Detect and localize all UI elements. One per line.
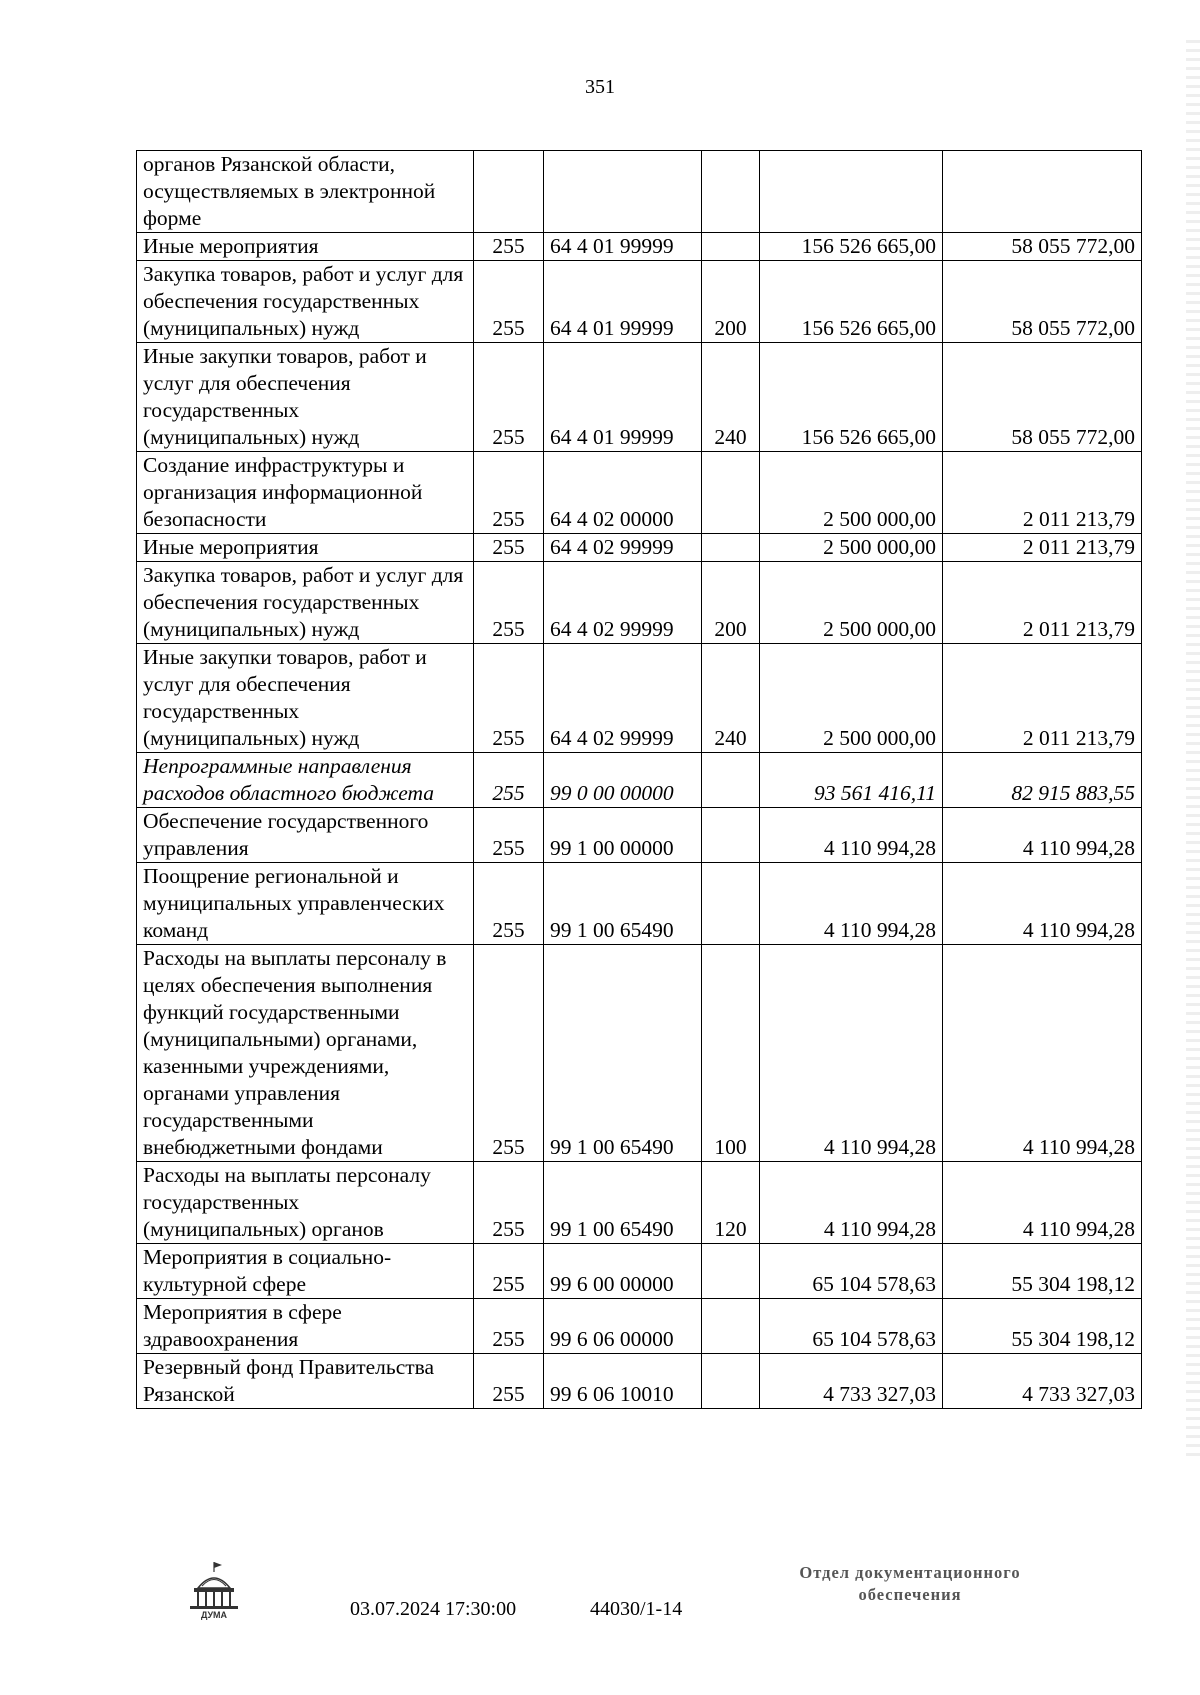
row-name-cell: Закупка товаров, работ и услуг для обеспечения государственных (муниципальных) нужд <box>137 562 474 644</box>
row-article-cell: 64 4 01 99999 <box>544 261 702 343</box>
row-article-cell: 99 1 00 00000 <box>544 808 702 863</box>
row-type-cell <box>702 808 760 863</box>
row-code-cell: 255 <box>474 808 544 863</box>
row-code-cell: 255 <box>474 863 544 945</box>
row-type-cell <box>702 151 760 233</box>
row-type-cell: 200 <box>702 562 760 644</box>
row-sum-fact-cell: 2 011 213,79 <box>943 534 1142 562</box>
row-name-cell: Резервный фонд Правительства Рязанской <box>137 1354 474 1409</box>
row-name-cell: Иные закупки товаров, работ и услуг для обеспечения государственных (муниципальных) нужд <box>137 343 474 452</box>
row-code-cell: 255 <box>474 452 544 534</box>
table-row <box>137 945 1142 1162</box>
row-sum-fact-cell: 55 304 198,12 <box>943 1244 1142 1299</box>
stamp-line-1: Отдел документационного <box>799 1563 1021 1582</box>
row-code-cell: 255 <box>474 261 544 343</box>
table-row <box>137 1354 1142 1409</box>
page-number: 351 <box>585 76 615 98</box>
row-sum-plan-cell: 65 104 578,63 <box>760 1244 943 1299</box>
row-name-cell: Создание инфраструктуры и организация информационной безопасности <box>137 452 474 534</box>
table-row <box>137 534 1142 562</box>
row-sum-fact-cell: 82 915 883,55 <box>943 753 1142 808</box>
row-name-cell: Мероприятия в сфере здравоохранения <box>137 1299 474 1354</box>
table-row <box>137 808 1142 863</box>
scan-edge-artifact <box>1186 40 1200 1460</box>
row-sum-plan-cell: 156 526 665,00 <box>760 343 943 452</box>
budget-table <box>136 150 1142 1409</box>
row-article-cell: 99 6 06 10010 <box>544 1354 702 1409</box>
row-article-cell: 64 4 02 99999 <box>544 534 702 562</box>
row-sum-plan-cell: 156 526 665,00 <box>760 233 943 261</box>
row-article-cell: 99 6 00 00000 <box>544 1244 702 1299</box>
row-sum-fact-cell: 58 055 772,00 <box>943 233 1142 261</box>
table-row <box>137 233 1142 261</box>
row-sum-plan-cell: 2 500 000,00 <box>760 452 943 534</box>
row-name-cell: Расходы на выплаты персоналу государственных (муниципальных) органов <box>137 1162 474 1244</box>
row-sum-plan-cell: 65 104 578,63 <box>760 1299 943 1354</box>
row-article-cell: 64 4 01 99999 <box>544 343 702 452</box>
row-name-cell: Закупка товаров, работ и услуг для обеспечения государственных (муниципальных) нужд <box>137 261 474 343</box>
row-article-cell: 99 0 00 00000 <box>544 753 702 808</box>
table-row <box>137 753 1142 808</box>
duma-building-icon <box>184 1560 244 1620</box>
row-code-cell: 255 <box>474 753 544 808</box>
row-code-cell: 255 <box>474 1162 544 1244</box>
row-sum-plan-cell <box>760 151 943 233</box>
row-type-cell: 240 <box>702 343 760 452</box>
row-code-cell: 255 <box>474 343 544 452</box>
row-article-cell: 99 1 00 65490 <box>544 945 702 1162</box>
row-type-cell <box>702 1354 760 1409</box>
row-article-cell: 99 6 06 00000 <box>544 1299 702 1354</box>
row-sum-plan-cell: 4 733 327,03 <box>760 1354 943 1409</box>
row-sum-plan-cell: 4 110 994,28 <box>760 808 943 863</box>
row-code-cell: 255 <box>474 1299 544 1354</box>
table-row <box>137 1244 1142 1299</box>
stamp-line-2: обеспечения <box>858 1585 962 1604</box>
row-type-cell: 200 <box>702 261 760 343</box>
row-name-cell: Поощрение региональной и муниципальных управленческих команд <box>137 863 474 945</box>
row-type-cell <box>702 1299 760 1354</box>
row-type-cell <box>702 753 760 808</box>
row-sum-plan-cell: 93 561 416,11 <box>760 753 943 808</box>
row-article-cell: 64 4 02 99999 <box>544 562 702 644</box>
footer-datetime: 03.07.2024 17:30:00 <box>350 1598 517 1620</box>
row-article-cell: 99 1 00 65490 <box>544 863 702 945</box>
table-row <box>137 343 1142 452</box>
row-code-cell: 255 <box>474 534 544 562</box>
row-type-cell <box>702 452 760 534</box>
row-sum-fact-cell: 55 304 198,12 <box>943 1299 1142 1354</box>
row-type-cell <box>702 534 760 562</box>
row-sum-plan-cell: 2 500 000,00 <box>760 534 943 562</box>
row-sum-fact-cell: 58 055 772,00 <box>943 261 1142 343</box>
table-row <box>137 863 1142 945</box>
row-type-cell <box>702 233 760 261</box>
row-sum-plan-cell: 4 110 994,28 <box>760 1162 943 1244</box>
row-type-cell: 100 <box>702 945 760 1162</box>
department-stamp <box>760 1562 1060 1606</box>
row-article-cell: 64 4 01 99999 <box>544 233 702 261</box>
row-sum-fact-cell: 2 011 213,79 <box>943 452 1142 534</box>
row-sum-fact-cell: 4 110 994,28 <box>943 863 1142 945</box>
table-row <box>137 562 1142 644</box>
row-name-cell: Мероприятия в социально-культурной сфере <box>137 1244 474 1299</box>
svg-text:ДУМА: ДУМА <box>200 1610 228 1620</box>
row-sum-plan-cell: 4 110 994,28 <box>760 863 943 945</box>
table-row <box>137 1299 1142 1354</box>
row-code-cell: 255 <box>474 233 544 261</box>
row-code-cell: 255 <box>474 1244 544 1299</box>
row-sum-plan-cell: 4 110 994,28 <box>760 945 943 1162</box>
row-sum-plan-cell: 2 500 000,00 <box>760 644 943 753</box>
row-sum-fact-cell: 4 733 327,03 <box>943 1354 1142 1409</box>
table-row <box>137 452 1142 534</box>
row-name-cell: Иные мероприятия <box>137 233 474 261</box>
table-row <box>137 1162 1142 1244</box>
row-code-cell: 255 <box>474 644 544 753</box>
footer-doc-number: 44030/1-14 <box>590 1598 683 1620</box>
row-sum-fact-cell: 2 011 213,79 <box>943 562 1142 644</box>
row-sum-plan-cell: 156 526 665,00 <box>760 261 943 343</box>
row-type-cell: 120 <box>702 1162 760 1244</box>
row-name-cell: Непрограммные направления расходов областного бюджета <box>137 753 474 808</box>
row-article-cell: 64 4 02 00000 <box>544 452 702 534</box>
table-row <box>137 151 1142 233</box>
row-article-cell <box>544 151 702 233</box>
row-code-cell: 255 <box>474 1354 544 1409</box>
row-name-cell: органов Рязанской области, осуществляемых в электронной форме <box>137 151 474 233</box>
row-code-cell <box>474 151 544 233</box>
row-sum-fact-cell <box>943 151 1142 233</box>
row-sum-fact-cell: 4 110 994,28 <box>943 1162 1142 1244</box>
row-code-cell: 255 <box>474 562 544 644</box>
row-sum-fact-cell: 4 110 994,28 <box>943 945 1142 1162</box>
row-name-cell: Иные мероприятия <box>137 534 474 562</box>
row-sum-fact-cell: 2 011 213,79 <box>943 644 1142 753</box>
row-sum-plan-cell: 2 500 000,00 <box>760 562 943 644</box>
row-sum-fact-cell: 58 055 772,00 <box>943 343 1142 452</box>
table-row <box>137 644 1142 753</box>
table-row <box>137 261 1142 343</box>
row-code-cell: 255 <box>474 945 544 1162</box>
row-article-cell: 99 1 00 65490 <box>544 1162 702 1244</box>
row-name-cell: Обеспечение государственного управления <box>137 808 474 863</box>
row-type-cell <box>702 1244 760 1299</box>
row-type-cell <box>702 863 760 945</box>
row-sum-fact-cell: 4 110 994,28 <box>943 808 1142 863</box>
row-type-cell: 240 <box>702 644 760 753</box>
row-name-cell: Расходы на выплаты персоналу в целях обеспечения выполнения функций государственными (муниципальными) органами, казенными учреждениями, органами управления государственными внебюджетными фондами <box>137 945 474 1162</box>
row-name-cell: Иные закупки товаров, работ и услуг для обеспечения государственных (муниципальных) нужд <box>137 644 474 753</box>
row-article-cell: 64 4 02 99999 <box>544 644 702 753</box>
